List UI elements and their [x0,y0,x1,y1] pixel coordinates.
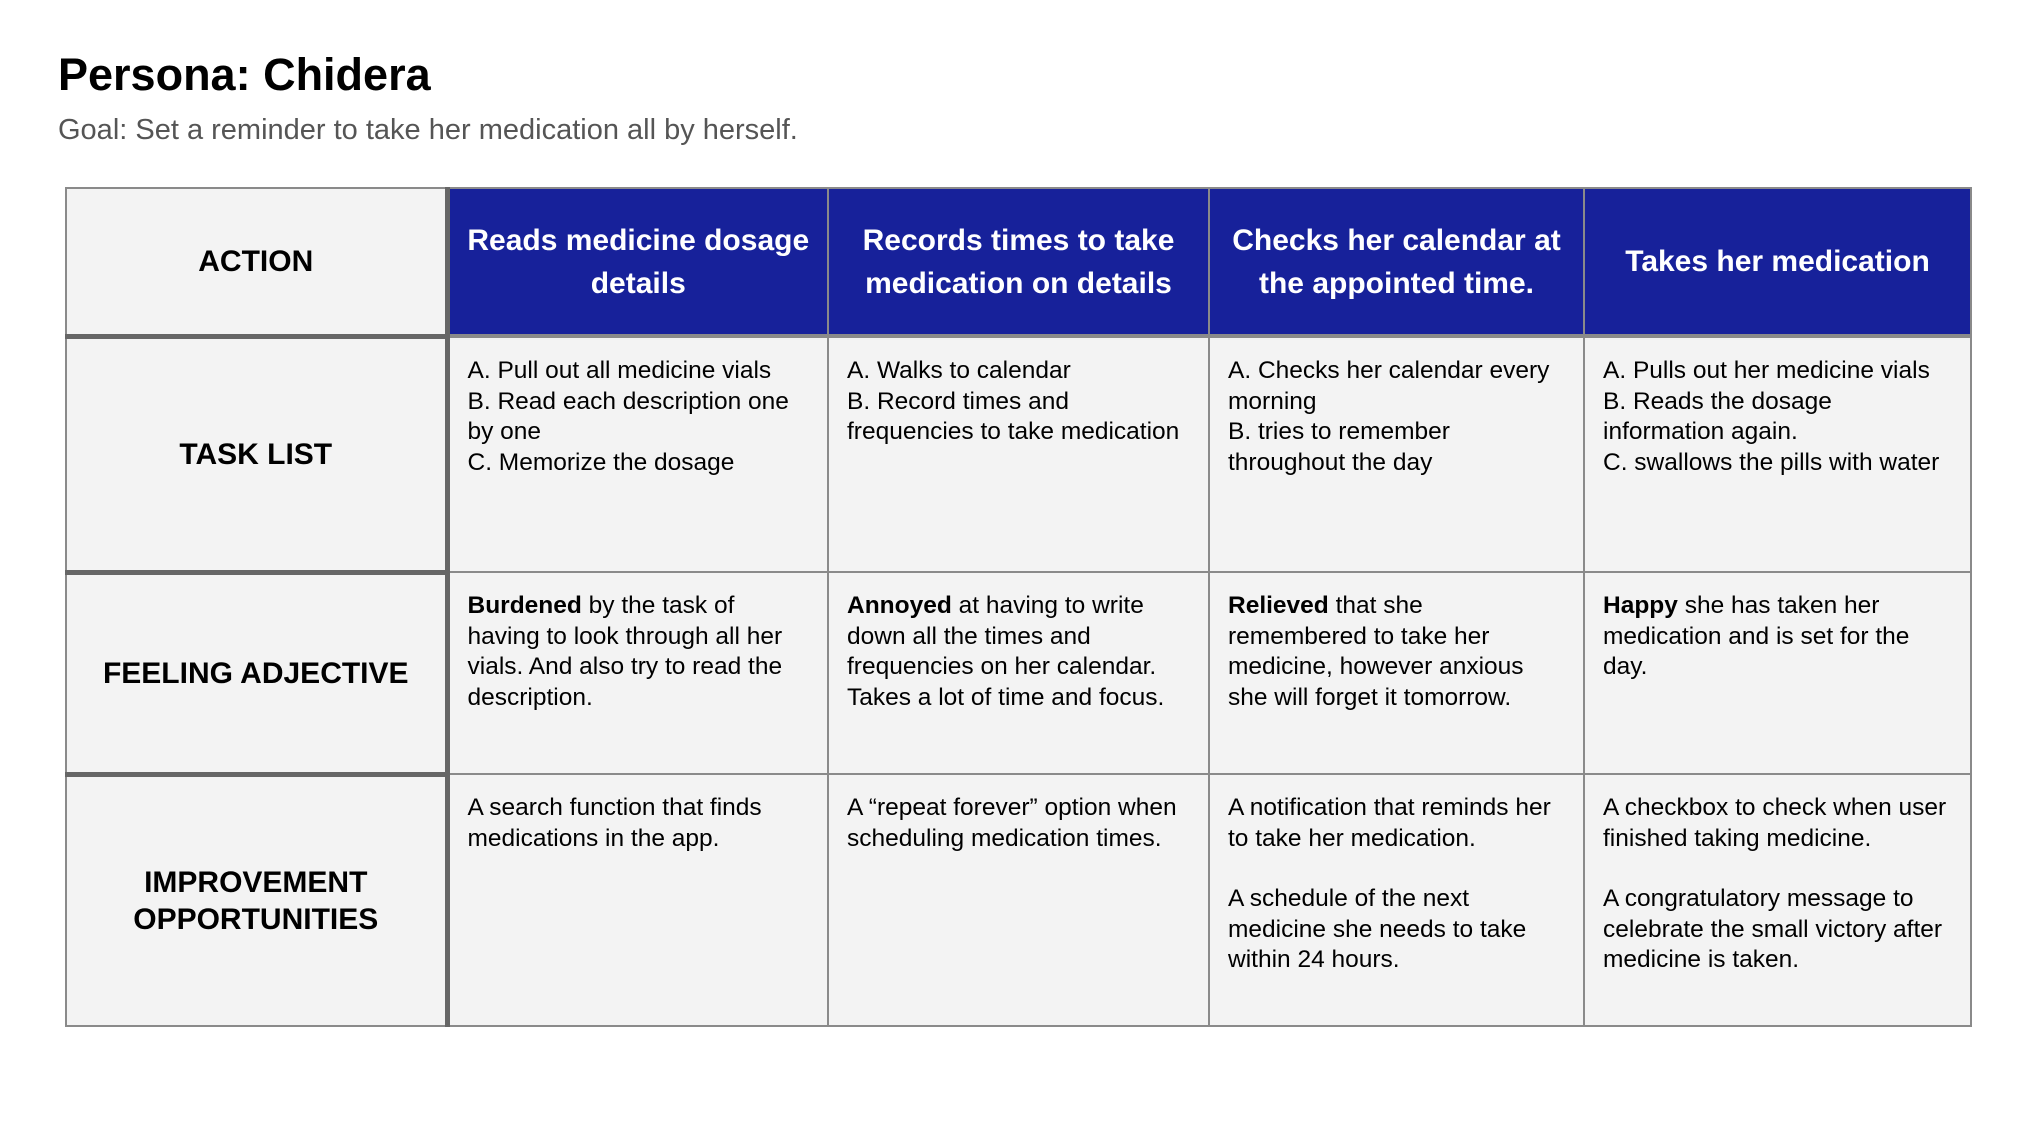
action-cell [828,188,1209,336]
row-label-task-list: TASK LIST [66,336,447,572]
action-text: Records times to take medication on details [862,223,1175,300]
page-title: Persona: Chidera [58,49,431,100]
row-label-improvement-line: OPPORTUNITIES [133,902,379,936]
improvement-item: A search function that finds medications in the app. [467,794,762,852]
feeling-cell [828,572,1209,774]
task-item: A. Walks to calendar [847,357,1071,384]
feeling-adjective: Happy [1603,592,1678,619]
improvement-cell [1209,774,1584,1026]
action-text: Reads medicine dosage details [467,223,810,300]
row-label-improvement [66,774,447,1026]
feeling-description: that she remembered to take her medicine, however anxious she will forget it tomorrow. [1228,592,1524,711]
task-item: B. Record times and frequencies to take medication [847,387,1180,445]
action-cell [447,188,828,336]
feeling-cell [1209,572,1584,774]
action-cell [1584,188,1971,336]
persona-goal: Goal: Set a reminder to take her medication all by herself. [58,114,798,146]
paragraph-gap [1603,854,1952,884]
task-cell [828,336,1209,572]
feeling-adjective: Burdened [467,592,582,619]
row-label-improvement-line: IMPROVEMENT [144,865,368,899]
task-cell [1584,336,1971,572]
action-cell [1209,188,1584,336]
feeling-description: she has taken her medication and is set for the day. [1603,592,1910,680]
task-cell [447,336,828,572]
improvement-cell [828,774,1209,1026]
feeling-row [66,572,1971,774]
feeling-adjective: Annoyed [847,592,952,619]
task-item: B. Read each description one by one [467,387,789,445]
task-item: A. Pulls out her medicine vials [1603,357,1930,384]
task-item: C. swallows the pills with water [1603,448,1940,476]
action-text: Takes her medication [1625,245,1930,278]
action-row [66,188,1971,336]
row-label-action: ACTION [66,188,447,336]
row-label-feeling: FEELING ADJECTIVE [66,572,447,774]
paragraph-gap [1228,854,1565,884]
user-journey-table [65,187,1972,1027]
improvement-cell [1584,774,1971,1026]
improvement-cell [447,774,828,1026]
task-list-row [66,336,1971,572]
task-item: B. tries to remember throughout the day [1228,418,1450,476]
improvement-item: A “repeat forever” option when scheduling medication times. [847,794,1177,852]
feeling-cell [447,572,828,774]
feeling-description: by the task of having to look through all her vials. And also try to read the description. [467,592,783,711]
improvement-item: A checkbox to check when user finished taking medicine. [1603,794,1947,852]
improvement-item: A congratulatory message to celebrate the small victory after medicine is taken. [1603,885,1943,973]
feeling-adjective: Relieved [1228,592,1329,619]
feeling-cell [1584,572,1971,774]
task-item: C. Memorize the dosage [467,448,735,476]
improvement-item: A schedule of the next medicine she needs to take within 24 hours. [1228,885,1527,973]
task-item: B. Reads the dosage information again. [1603,387,1832,445]
task-item: A. Checks her calendar every morning [1228,357,1550,415]
improvement-row [66,774,1971,1026]
task-item: A. Pull out all medicine vials [467,357,772,384]
improvement-item: A notification that reminds her to take her medication. [1228,794,1551,852]
feeling-description: at having to write down all the times and frequencies on her calendar. Takes a lot of time and focus. [847,592,1165,711]
task-cell [1209,336,1584,572]
action-text: Checks her calendar at the appointed time. [1232,223,1561,300]
